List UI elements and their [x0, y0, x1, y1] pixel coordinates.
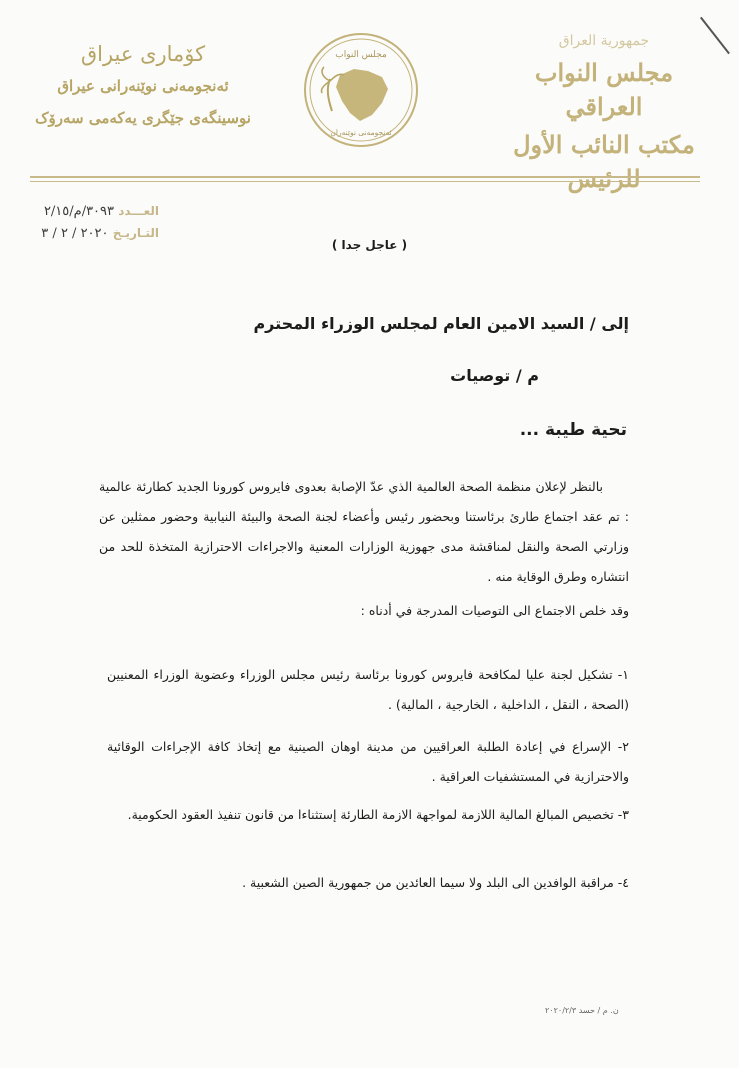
- greeting-line: تحية طيبة ...: [519, 420, 627, 440]
- recommendation-item: ٣- تخصيص المبالغ المالية اللازمة لمواجهة الازمة الطارئة إستثناءا من قانون تنفيذ العقود الحكومية.: [127, 807, 629, 822]
- kurdish-country: کۆماری عیراق: [80, 42, 206, 66]
- reference-number-value: ٣٠٩٣/م/٢/١٥: [43, 204, 115, 219]
- recommendation-item: ٢- الإسراع في إعادة الطلبة العراقيين من مدينة اوهان الصينية مع إتخاذ كافة الإجراءات الوقائية والاحترازية في المستشفيات العراقية .: [107, 739, 629, 784]
- header-rule-thin: [30, 181, 700, 182]
- arabic-letterhead: [499, 30, 709, 196]
- lead-in-line: وقد خلص الاجتماع الى التوصيات المدرجة في أدناه :: [360, 603, 629, 618]
- intro-paragraph: بالنظر لإعلان منظمة الصحة العالمية الذي عدّ الإصابة بعدوى فايروس كورونا الجديد كطارئة عالمية : تم عقد اجتماع طارئ برئاستنا وبحضور رئيس وأعضاء لجنة الصحة والبيئة النيابية وحضور ممثلين عن وزارتي الصحة والنقل لمناقشة مدى جهوزية الوزارات المعنية والاجراءات الاحترازية المتخذة للحد من انتشاره وطرق الوقاية منه .: [99, 479, 629, 584]
- emblem-text-bottom: ئەنجومەنی نوێنەران: [330, 128, 392, 137]
- kurdish-letterhead: [28, 40, 258, 130]
- reference-number-row: [9, 200, 159, 222]
- arabic-office: مكتب النائب الأول للرئيس: [513, 130, 695, 193]
- parliament-emblem-icon: [302, 31, 420, 149]
- kurdish-office: نوسینگەی جێگری یەکەمی سەرۆک: [35, 109, 251, 127]
- reference-date-value: ٢٠٢٠ / ٢ / ٣: [41, 226, 109, 241]
- arabic-council: مجلس النواب العراقي: [534, 58, 674, 121]
- arabic-country: جمهورية العراق: [558, 33, 650, 49]
- footnote-initials: ن. م / حسد ٢٠٢٠/٢/٣: [545, 1006, 619, 1015]
- header-rule: [30, 176, 700, 178]
- subject-line: م / توصيات: [450, 366, 539, 385]
- reference-number-label: العـــدد: [118, 204, 159, 218]
- recommendation-item: ١- تشكيل لجنة عليا لمكافحة فايروس كورونا برئاسة رئيس مجلس الوزراء وعضوية الوزراء المعنيين (الصحة ، النقل ، الداخلية ، الخارجية ، المالية) .: [107, 667, 629, 712]
- urgency-label: ( عاجل جدا ): [331, 238, 408, 252]
- addressee-line: إلى / السيد الامين العام لمجلس الوزراء المحترم: [253, 314, 629, 333]
- reference-date-label: التـاريـخ: [112, 226, 159, 240]
- emblem-text-top: مجلس النواب: [335, 50, 387, 60]
- recommendation-item: ٤- مراقبة الوافدين الى البلد ولا سيما العائدين من جمهورية الصين الشعبية .: [242, 875, 629, 890]
- kurdish-council: ئەنجومەنی نوێنەرانی عیراق: [57, 77, 229, 95]
